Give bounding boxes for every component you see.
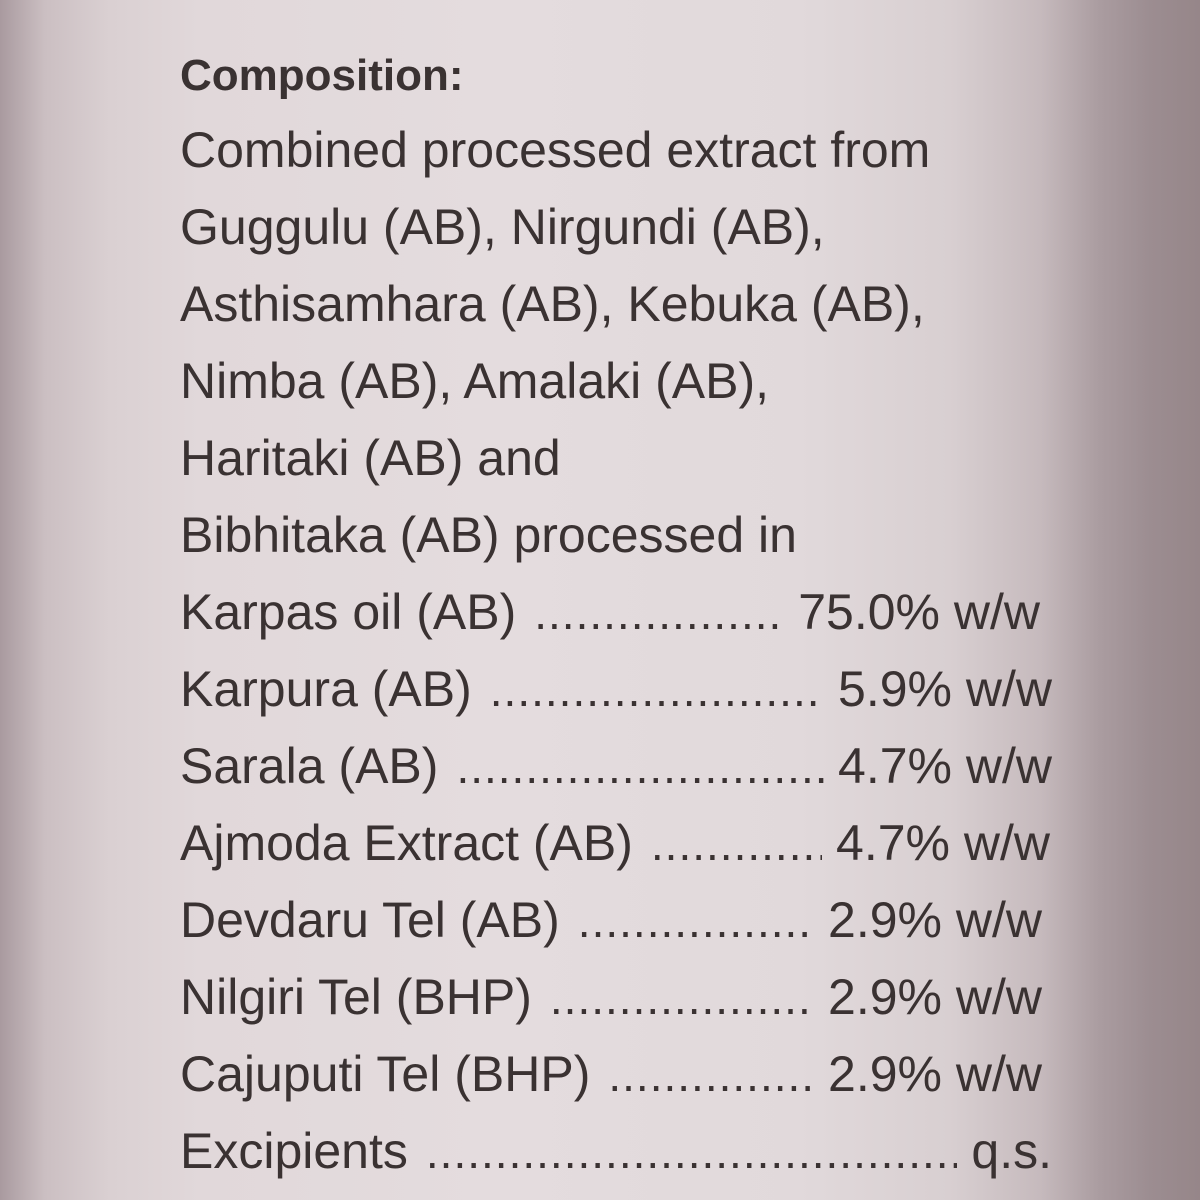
ingredient-row [180,805,1050,882]
dot-leader [490,652,824,729]
ingredient-amount: 2.9% w/w [828,892,1042,948]
ingredient-name: Cajuputi Tel (BHP) [180,1046,591,1102]
dot-leader [651,806,822,883]
ingredient-row [180,728,1052,805]
ingredient-amount: q.s. [971,1123,1052,1179]
ingredient-name: Nilgiri Tel (BHP) [180,969,532,1025]
ingredient-row [180,882,1042,959]
dot-leader [534,575,784,652]
intro-line: Asthisamhara (AB), Kebuka (AB), [180,276,925,332]
ingredient-amount: 4.7% w/w [836,815,1050,871]
dot-leader [426,1114,958,1191]
dot-leader [608,1037,814,1114]
ingredient-name: Sarala (AB) [180,738,439,794]
intro-line: Nimba (AB), Amalaki (AB), [180,353,770,409]
ingredient-name: Excipients [180,1123,408,1179]
ingredient-amount: 75.0% w/w [798,584,1040,640]
ingredient-amount: 4.7% w/w [838,738,1052,794]
ingredient-row [180,574,1040,651]
ingredient-row [180,1113,1052,1190]
ingredient-name: Ajmoda Extract (AB) [180,815,633,871]
ingredient-name: Karpas oil (AB) [180,584,517,640]
intro-line: Haritaki (AB) and [180,430,561,486]
ingredient-row [180,1036,1042,1113]
intro-line: Bibhitaka (AB) processed in [180,507,797,563]
ingredient-row [180,959,1042,1036]
intro-line: Guggulu (AB), Nirgundi (AB), [180,199,825,255]
ingredient-list [180,574,1060,1190]
ingredient-amount: 2.9% w/w [828,969,1042,1025]
dot-leader [578,883,814,960]
intro-line: Combined processed extract from [180,122,931,178]
ingredient-amount: 5.9% w/w [838,661,1052,717]
ingredient-row [180,651,1052,728]
composition-label [180,40,1060,1190]
ingredient-amount: 2.9% w/w [828,1046,1042,1102]
composition-heading: Composition: [180,51,464,100]
intro-text [180,112,1060,574]
ingredient-name: Karpura (AB) [180,661,472,717]
dot-leader [456,729,824,806]
dot-leader [550,960,814,1037]
ingredient-name: Devdaru Tel (AB) [180,892,560,948]
